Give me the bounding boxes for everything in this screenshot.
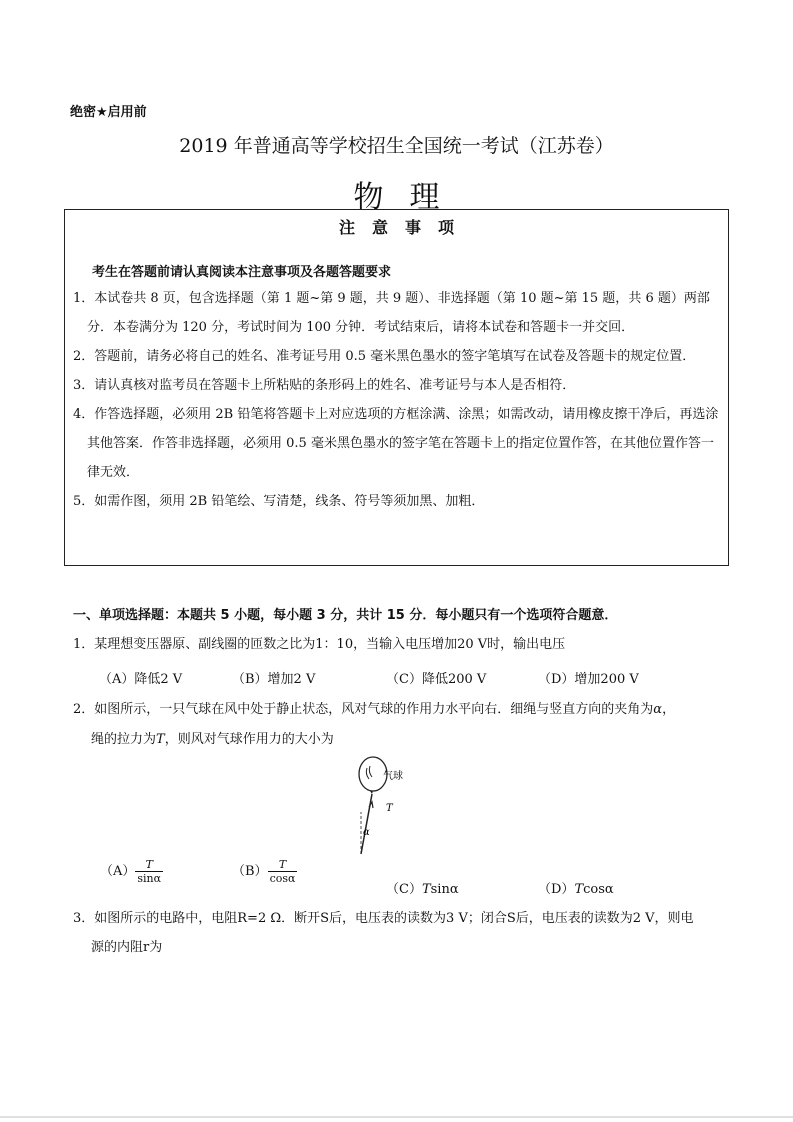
- balloon-knot: [370, 791, 373, 794]
- q2-option-c-label: （C）: [386, 882, 422, 897]
- q2-stem-line2: [91, 726, 334, 754]
- balloon-highlight: [369, 766, 372, 777]
- q2-option-a-fraction: [135, 858, 163, 885]
- q3-stem-line1: 3．如图所示的电路中，电阻R=2 Ω．断开S后，电压表的读数为3 V；闭合S后，电压表的读数为2 V，则电: [73, 911, 694, 926]
- notice-item-4: 4．作答选择题，必须用 2B 铅笔将答题卡上对应选项的方框涂满、涂黑；如需改动，请用橡皮擦干净后，再选涂其他答案．作答非选择题，必须用 0.5 毫米黑色墨水的签字笔在答题卡上的指定位置作答，在其他位置作答一律无效．: [73, 407, 719, 480]
- notice-heading: 考生在答题前请认真阅读本注意事项及各题答题要求: [92, 265, 392, 280]
- fraction-numerator: T: [135, 858, 163, 872]
- q2-option-d: [538, 878, 614, 897]
- tension-arrow-icon: [369, 802, 373, 808]
- notice-item-2: 2．答题前，请务必将自己的姓名、准考证号用 0.5 毫米黑色墨水的签字笔填写在试卷及答题卡的规定位置．: [73, 349, 696, 364]
- q2-option-b-label: （B）: [232, 864, 268, 879]
- confidential-mark: 绝密★启用前: [70, 105, 147, 120]
- q2-stem-text-b: ，: [662, 702, 676, 717]
- exam-title: 2019 年普通高等学校招生全国统一考试（江苏卷）: [179, 135, 614, 157]
- q2-option-a-label: （A）: [100, 864, 136, 879]
- q2-option-b: [232, 858, 297, 885]
- q3-stem-line2: 源的内阻r为: [91, 940, 163, 955]
- q2-tension-symbol: T: [156, 732, 165, 747]
- q1-option-d: （D）增加200 V: [538, 672, 639, 687]
- notice-title: 注意事项: [338, 218, 471, 237]
- rope-line: [361, 794, 372, 854]
- q1-option-b: （B）增加2 V: [232, 672, 316, 687]
- q2-stem-text-d: ，则风对气球作用力的大小为: [164, 732, 334, 747]
- q2-balloon-figure: [340, 752, 460, 862]
- q2-option-d-tail: cosα: [583, 882, 614, 897]
- q1-stem: 1．某理想变压器原、副线圈的匝数之比为1：10，当输入电压增加20 V时，输出电压: [73, 637, 566, 652]
- notice-item-3: 3．请认真核对监考员在答题卡上所粘贴的条形码上的姓名、准考证号与本人是否相符．: [73, 378, 576, 393]
- q2-option-a: [100, 858, 163, 885]
- fraction-numerator: T: [268, 858, 298, 872]
- notice-list: [73, 284, 723, 516]
- q2-stem-line1: [73, 696, 733, 724]
- q2-option-c: [386, 878, 459, 897]
- q2-alpha: α: [653, 702, 663, 717]
- q1-option-a: （A）降低2 V: [99, 672, 183, 687]
- angle-label: α: [363, 827, 370, 838]
- tension-label: T: [386, 803, 393, 814]
- q1-option-c: （C）降低200 V: [386, 672, 487, 687]
- q2-option-b-fraction: [268, 858, 298, 885]
- q2-option-d-label: （D）: [538, 882, 575, 897]
- q2-option-c-symbol: T: [421, 882, 431, 897]
- q2-stem-text-a: 2．如图所示，一只气球在风中处于静止状态，风对气球的作用力水平向右．细绳与竖直方向的夹角为: [73, 702, 654, 717]
- subject-title: 物理: [353, 180, 466, 215]
- q2-stem-text-c: 绳的拉力为: [91, 732, 157, 747]
- notice-item-5: 5．如需作图，须用 2B 铅笔绘、写清楚，线条、符号等须加黑、加粗．: [73, 494, 485, 509]
- balloon-highlight: [366, 768, 369, 779]
- section-title: 一、单项选择题：本题共 5 小题，每小题 3 分，共计 15 分．每小题只有一个选项符合题意．: [73, 608, 618, 623]
- fraction-denominator: cosα: [269, 872, 296, 885]
- fraction-denominator: sinα: [137, 872, 162, 885]
- notice-item-1: 1．本试卷共 8 页，包含选择题（第 1 题~第 9 题，共 9 题）、非选择题（第 10 题~第 15 题，共 6 题）两部分．本卷满分为 120 分，考试时间为 100 分钟．考试结束后，请将本试卷和答题卡一并交回．: [73, 291, 710, 335]
- balloon-label: 气球: [383, 771, 403, 782]
- q2-option-d-symbol: T: [574, 882, 584, 897]
- q2-option-c-tail: sinα: [430, 882, 459, 897]
- page-bottom-divider: [0, 1116, 793, 1118]
